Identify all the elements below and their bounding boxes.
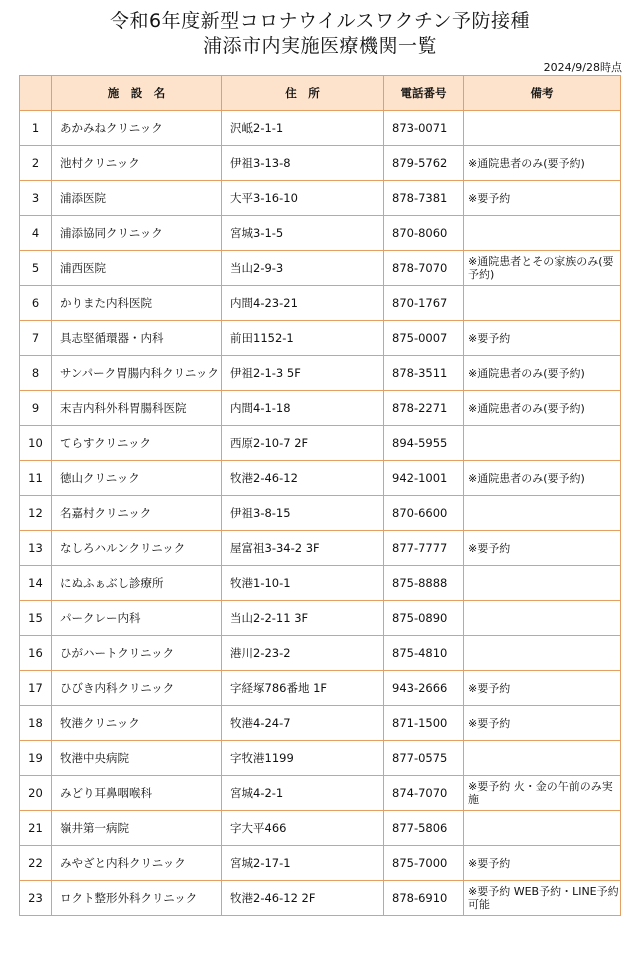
facility-phone: 875-7000 [384, 846, 464, 881]
facility-name: 浦添協同クリニック [52, 216, 222, 251]
table-row [20, 881, 621, 916]
facility-name: みやざと内科クリニック [52, 846, 222, 881]
facility-address: 港川2-23-2 [222, 636, 384, 671]
row-number: 17 [20, 671, 52, 706]
facility-address: 字経塚786番地 1F [222, 671, 384, 706]
row-number: 3 [20, 181, 52, 216]
facility-name: かりまた内科医院 [52, 286, 222, 321]
row-number: 7 [20, 321, 52, 356]
facility-phone: 871-1500 [384, 706, 464, 741]
facility-note: ※要予約 火・金の午前のみ実施 [464, 776, 621, 811]
facility-name: サンパーク胃腸内科クリニック [52, 356, 222, 391]
row-number: 22 [20, 846, 52, 881]
facility-phone: 894-5955 [384, 426, 464, 461]
table-row [20, 391, 621, 426]
table-row [20, 706, 621, 741]
document-title-line1: 令和6年度新型コロナウイルスワクチン予防接種 [110, 10, 530, 32]
table-row [20, 321, 621, 356]
facility-address: 牧港1-10-1 [222, 566, 384, 601]
facility-note: ※通院患者のみ(要予約) [464, 146, 621, 181]
row-number: 12 [20, 496, 52, 531]
row-number: 23 [20, 881, 52, 916]
facility-phone: 879-5762 [384, 146, 464, 181]
facility-phone: 870-1767 [384, 286, 464, 321]
row-number: 4 [20, 216, 52, 251]
row-number: 16 [20, 636, 52, 671]
facility-name: みどり耳鼻咽喉科 [52, 776, 222, 811]
facility-address: 前田1152-1 [222, 321, 384, 356]
row-number: 19 [20, 741, 52, 776]
table-row [20, 111, 621, 146]
facility-phone: 943-2666 [384, 671, 464, 706]
header-note: 備考 [464, 76, 621, 111]
facility-note: ※要予約 [464, 846, 621, 881]
table-row [20, 286, 621, 321]
facility-phone: 877-0575 [384, 741, 464, 776]
facility-name: あかみねクリニック [52, 111, 222, 146]
facility-address: 伊祖2-1-3 5F [222, 356, 384, 391]
facility-name: ロクト整形外科クリニック [52, 881, 222, 916]
facility-note [464, 811, 621, 846]
table-row [20, 601, 621, 636]
facility-note: ※要予約 [464, 706, 621, 741]
table-header-row [20, 76, 621, 111]
facility-address: 内間4-23-21 [222, 286, 384, 321]
facility-note [464, 601, 621, 636]
table-row [20, 426, 621, 461]
header-number [20, 76, 52, 111]
facility-address: 大平3-16-10 [222, 181, 384, 216]
row-number: 5 [20, 251, 52, 286]
facility-note [464, 741, 621, 776]
facility-name: 具志堅循環器・内科 [52, 321, 222, 356]
facility-name: 浦添医院 [52, 181, 222, 216]
facility-note [464, 426, 621, 461]
row-number: 10 [20, 426, 52, 461]
facility-name: 末吉内科外科胃腸科医院 [52, 391, 222, 426]
table-row [20, 636, 621, 671]
facility-phone: 942-1001 [384, 461, 464, 496]
row-number: 6 [20, 286, 52, 321]
facility-note [464, 636, 621, 671]
facility-name: 嶺井第一病院 [52, 811, 222, 846]
facility-phone: 873-0071 [384, 111, 464, 146]
facility-address: 当山2-2-11 3F [222, 601, 384, 636]
row-number: 2 [20, 146, 52, 181]
facility-note: ※通院患者とその家族のみ(要予約) [464, 251, 621, 286]
facility-name: パークレー内科 [52, 601, 222, 636]
facility-note [464, 111, 621, 146]
facility-note [464, 566, 621, 601]
row-number: 8 [20, 356, 52, 391]
facility-address: 牧港4-24-7 [222, 706, 384, 741]
facility-phone: 870-6600 [384, 496, 464, 531]
document-title-line2: 浦添市内実施医療機関一覧 [202, 35, 437, 57]
facility-phone: 878-3511 [384, 356, 464, 391]
facility-phone: 874-7070 [384, 776, 464, 811]
facility-name: 牧港中央病院 [52, 741, 222, 776]
row-number: 21 [20, 811, 52, 846]
facility-address: 字牧港1199 [222, 741, 384, 776]
row-number: 13 [20, 531, 52, 566]
facility-name: てらすクリニック [52, 426, 222, 461]
facility-note [464, 286, 621, 321]
facility-address: 宮城2-17-1 [222, 846, 384, 881]
table-row [20, 216, 621, 251]
facility-name: 徳山クリニック [52, 461, 222, 496]
facility-phone: 875-0890 [384, 601, 464, 636]
facility-address: 伊祖3-8-15 [222, 496, 384, 531]
facility-address: 宮城3-1-5 [222, 216, 384, 251]
facility-name: 名嘉村クリニック [52, 496, 222, 531]
table-row [20, 461, 621, 496]
facility-name: ひびき内科クリニック [52, 671, 222, 706]
facility-name: なしろハルンクリニック [52, 531, 222, 566]
table-row [20, 496, 621, 531]
table-row [20, 776, 621, 811]
table-row [20, 181, 621, 216]
facility-note: ※要予約 [464, 181, 621, 216]
facility-note: ※要予約 [464, 671, 621, 706]
row-number: 1 [20, 111, 52, 146]
facility-note: ※通院患者のみ(要予約) [464, 391, 621, 426]
facility-phone: 870-8060 [384, 216, 464, 251]
facility-phone: 878-2271 [384, 391, 464, 426]
facility-phone: 878-7381 [384, 181, 464, 216]
facility-note [464, 216, 621, 251]
facility-note: ※通院患者のみ(要予約) [464, 356, 621, 391]
table-row [20, 566, 621, 601]
facility-phone: 875-0007 [384, 321, 464, 356]
facility-phone: 875-8888 [384, 566, 464, 601]
facility-name: 池村クリニック [52, 146, 222, 181]
header-phone: 電話番号 [384, 76, 464, 111]
facility-address: 牧港2-46-12 [222, 461, 384, 496]
facility-phone: 878-7070 [384, 251, 464, 286]
facility-phone: 875-4810 [384, 636, 464, 671]
facility-name: 牧港クリニック [52, 706, 222, 741]
as-of-date: 2024/9/28時点 [543, 61, 622, 74]
row-number: 18 [20, 706, 52, 741]
facility-name: にぬふぁぶし診療所 [52, 566, 222, 601]
facility-address: 字大平466 [222, 811, 384, 846]
facility-phone: 877-5806 [384, 811, 464, 846]
table-row [20, 846, 621, 881]
facility-address: 伊祖3-13-8 [222, 146, 384, 181]
table-row [20, 811, 621, 846]
facility-name: ひがハートクリニック [52, 636, 222, 671]
table-row [20, 146, 621, 181]
facility-note: ※要予約 [464, 531, 621, 566]
facility-note: ※通院患者のみ(要予約) [464, 461, 621, 496]
row-number: 14 [20, 566, 52, 601]
facility-address: 牧港2-46-12 2F [222, 881, 384, 916]
row-number: 9 [20, 391, 52, 426]
facility-address: 当山2-9-3 [222, 251, 384, 286]
table-row [20, 356, 621, 391]
header-facility-name: 施 設 名 [52, 76, 222, 111]
header-address: 住 所 [222, 76, 384, 111]
row-number: 20 [20, 776, 52, 811]
facility-note [464, 496, 621, 531]
table-row [20, 531, 621, 566]
facility-address: 内間4-1-18 [222, 391, 384, 426]
facility-note: ※要予約 [464, 321, 621, 356]
table-row [20, 251, 621, 286]
facility-address: 宮城4-2-1 [222, 776, 384, 811]
facility-address: 屋富祖3-34-2 3F [222, 531, 384, 566]
row-number: 11 [20, 461, 52, 496]
table-row [20, 671, 621, 706]
facility-name: 浦西医院 [52, 251, 222, 286]
facility-note: ※要予約 WEB予約・LINE予約可能 [464, 881, 621, 916]
facility-address: 西原2-10-7 2F [222, 426, 384, 461]
facility-phone: 878-6910 [384, 881, 464, 916]
row-number: 15 [20, 601, 52, 636]
facility-table [19, 75, 621, 916]
facility-address: 沢岻2-1-1 [222, 111, 384, 146]
table-row [20, 741, 621, 776]
facility-phone: 877-7777 [384, 531, 464, 566]
